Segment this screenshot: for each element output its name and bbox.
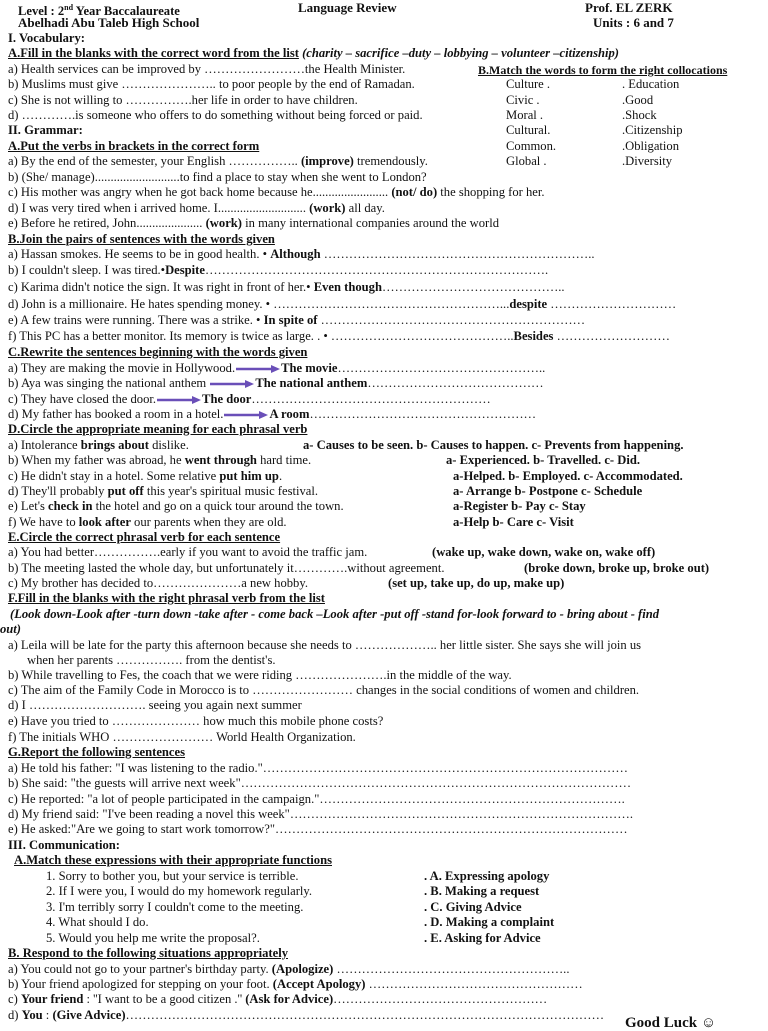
grammar-g-item: b) She said: "the guests will arrive next week"………………………………………………………………………………… — [8, 776, 632, 790]
grammar-a-item: d) I was very tired when i arrived home. I............................ (work) all day. — [8, 201, 385, 215]
grammar-d-item: f) We have to look after our parents when they are old. — [8, 515, 287, 529]
grammar-f-item: d) I ………………………. seeing you again next summer — [8, 698, 302, 712]
communication-b-item: a) You could not go to your partner's birthday party. (Apologize) ……………………………………………….. — [8, 962, 570, 976]
grammar-d-options: a- Arrange b- Postpone c- Schedule — [453, 484, 643, 498]
collocation-right: .Shock — [622, 108, 657, 122]
grammar-d-item: e) Let's check in the hotel and go on a quick tour around the town. — [8, 499, 344, 513]
grammar-c-item: c) They have closed the door. The door………………………………………………… — [8, 392, 491, 406]
grammar-c-item: b) Aya was singing the national anthem The national anthem…………………………………… — [8, 376, 544, 390]
grammar-d-options: a-Helped. b- Employed. c- Accommodated. — [453, 469, 683, 483]
grammar-d-options: a-Register b- Pay c- Stay — [453, 499, 586, 513]
grammar-g-item: e) He asked:"Are we going to start work tomorrow?"………………………………………………………………………… — [8, 822, 628, 836]
vocab-a-item: b) Muslims must give ………………….. to poor people by the end of Ramadan. — [8, 77, 415, 91]
communication-b-item: d) You : (Give Advice)…………………………………………………………………………………………………… — [8, 1008, 605, 1022]
arrow-right-icon — [235, 364, 281, 374]
page-title: Language Review — [298, 0, 397, 15]
grammar-c-item: d) My father has booked a room in a hotel. A room……………………………………………… — [8, 407, 537, 421]
grammar-c-heading: C.Rewrite the sentences beginning with the words given — [8, 345, 308, 359]
collocation-left: Culture . — [506, 77, 551, 91]
grammar-f-item: f) The initials WHO …………………… World Health Organization. — [8, 730, 356, 744]
grammar-b-item: b) I couldn't sleep. I was tired.•Despite………………………………………………………………………. — [8, 263, 549, 277]
section-communication-heading: III. Communication: — [8, 838, 120, 852]
communication-b-item: b) Your friend apologized for stepping on your foot. (Accept Apology) …………………………………………… — [8, 977, 583, 991]
grammar-d-item: a) Intolerance brings about dislike. — [8, 438, 189, 452]
school-name: Abelhadi Abu Taleb High School — [18, 15, 200, 30]
collocation-left: Moral . — [506, 108, 544, 122]
grammar-b-item: d) John is a millionaire. He hates spending money. • ………………………………………………...despite ………………………… — [8, 297, 677, 311]
grammar-g-item: c) He reported: "a lot of people participated in the campaign."………………………………………………………………. — [8, 792, 625, 806]
grammar-f-list: (Look down-Look after -turn down -take after - come back –Look after -put off -stand for-look forward to - bring about - find — [10, 607, 660, 621]
grammar-e-item: b) The meeting lasted the whole day, but unfortunately it………….without agreement. — [8, 561, 445, 575]
footer-good-luck: Good Luck ☺ — [625, 1015, 717, 1031]
collocation-right: .Obligation — [622, 139, 680, 153]
grammar-e-options: (wake up, wake down, wake on, wake off) — [432, 545, 656, 559]
grammar-f-item: a) Leila will be late for the party this afternoon because she needs to ……………….. her little sister. She says she will join us — [8, 638, 642, 652]
collocation-left: Civic . — [506, 93, 540, 107]
grammar-e-item: c) My brother has decided to…………………a new hobby. — [8, 576, 308, 590]
grammar-a-item: e) Before he retired, John..................... (work) in many international companies around the world — [8, 216, 500, 230]
communication-b-item: c) Your friend : ''I want to be a good citizen .'' (Ask for Advice)…………………………………………… — [8, 992, 548, 1006]
collocation-right: .Diversity — [622, 154, 673, 168]
grammar-b-item: f) This PC has a better monitor. Its memory is twice as large. . • ……………………………………..Besides ……………………… — [8, 329, 670, 343]
grammar-b-heading: B.Join the pairs of sentences with the words given — [8, 232, 275, 246]
communication-function: . C. Giving Advice — [424, 900, 522, 914]
communication-function: . E. Asking for Advice — [424, 931, 541, 945]
level-label: Level : 2nd Year Baccalaureate — [18, 3, 180, 19]
arrow-right-icon — [209, 379, 255, 389]
communication-expression: 4. What should I do. — [46, 915, 149, 929]
grammar-d-item: b) When my father was abroad, he went through hard time. — [8, 453, 312, 467]
grammar-a-item: b) (She/ manage)...........................to find a place to stay when she went to London? — [8, 170, 427, 184]
collocation-right: .Good — [622, 93, 654, 107]
arrow-right-icon — [156, 395, 202, 405]
vocab-a-heading: A.Fill in the blanks with the correct word from the list (charity – sacrifice –duty – lobbying – volunteer –citizenship) — [8, 46, 619, 60]
grammar-e-heading: E.Circle the correct phrasal verb for each sentence — [8, 530, 281, 544]
grammar-g-item: d) My friend said: "I've been reading a novel this week"………………………………………………………………………. — [8, 807, 634, 821]
collocation-left: Cultural. — [506, 123, 551, 137]
section-vocabulary-heading: I. Vocabulary: — [8, 31, 85, 45]
communication-function: . B. Making a request — [424, 884, 540, 898]
vocab-b-heading: B.Match the words to form the right collocations — [478, 63, 728, 77]
arrow-right-icon — [223, 410, 269, 420]
communication-expression: 1. Sorry to bother you, but your service is terrible. — [46, 869, 299, 883]
grammar-e-item: a) You had better…………….early if you want to avoid the traffic jam. — [8, 545, 368, 559]
grammar-d-heading: D.Circle the appropriate meaning for each phrasal verb — [8, 422, 308, 436]
collocation-right: .Citizenship — [622, 123, 683, 137]
grammar-b-item: e) A few trains were running. There was a strike. • In spite of ……………………………………………………… — [8, 313, 586, 327]
communication-function: . A. Expressing apology — [424, 869, 550, 883]
units-label: Units : 6 and 7 — [593, 15, 674, 30]
grammar-d-options: a- Causes to be seen. b- Causes to happen. c- Prevents from happening. — [303, 438, 684, 452]
grammar-a-heading: A.Put the verbs in brackets in the correct form — [8, 139, 260, 153]
prof-name: Prof. EL ZERK — [585, 0, 673, 15]
grammar-f-item: b) While travelling to Fes, the coach that we were riding ………………….in the middle of the way. — [8, 668, 512, 682]
communication-expression: 2. If I were you, I would do my homework regularly. — [46, 884, 313, 898]
collocation-right: . Education — [622, 77, 680, 91]
grammar-f-item: when her parents ……………. from the dentist's. — [27, 653, 276, 667]
grammar-a-item: c) His mother was angry when he got back home because he........................ (not/ do) the shopping for her. — [8, 185, 545, 199]
grammar-b-item: a) Hassan smokes. He seems to be in good health. • Although ……………………………………………………….. — [8, 247, 595, 261]
grammar-e-options: (broke down, broke up, broke out) — [524, 561, 710, 575]
communication-b-heading: B. Respond to the following situations appropriately — [8, 946, 289, 960]
vocab-a-item: d) ………….is someone who offers to do something without being forced or paid. — [8, 108, 423, 122]
communication-a-heading: A.Match these expressions with their appropriate functions — [14, 853, 332, 867]
grammar-f-item: c) The aim of the Family Code in Morocco is to …………………… changes in the social conditions of women and children. — [8, 683, 640, 697]
grammar-b-item: c) Karima didn't notice the sign. It was right in front of her.• Even though…………………………………….. — [8, 280, 565, 294]
grammar-c-item: a) They are making the movie in Hollywood. The movie………………………………………….. — [8, 361, 546, 375]
grammar-f-item: e) Have you tried to ………………… how much this mobile phone costs? — [8, 714, 384, 728]
grammar-d-item: c) He didn't stay in a hotel. Some relative put him up. — [8, 469, 283, 483]
collocation-left: Global . — [506, 154, 547, 168]
grammar-g-item: a) He told his father: "I was listening to the radio."…………………………………………………………………………… — [8, 761, 628, 775]
section-grammar-heading: II. Grammar: — [8, 123, 83, 137]
collocation-left: Common. — [506, 139, 557, 153]
communication-expression: 5. Would you help me write the proposal?. — [46, 931, 260, 945]
grammar-d-options: a-Help b- Care c- Visit — [453, 515, 574, 529]
grammar-f-list: out) — [0, 622, 21, 636]
grammar-a-item: a) By the end of the semester, your English …………….. (improve) tremendously. — [8, 154, 428, 168]
grammar-d-item: d) They'll probably put off this year's spiritual music festival. — [8, 484, 319, 498]
grammar-f-heading: F.Fill in the blanks with the right phrasal verb from the list — [8, 591, 325, 605]
communication-expression: 3. I'm terribly sorry I couldn't come to the meeting. — [46, 900, 304, 914]
vocab-a-item: a) Health services can be improved by ……………………the Health Minister. — [8, 62, 406, 76]
grammar-e-options: (set up, take up, do up, make up) — [388, 576, 565, 590]
grammar-g-heading: G.Report the following sentences — [8, 745, 185, 759]
communication-function: . D. Making a complaint — [424, 915, 555, 929]
grammar-d-options: a- Experienced. b- Travelled. c- Did. — [446, 453, 641, 467]
vocab-a-item: c) She is not willing to …………….her life in order to have children. — [8, 93, 358, 107]
